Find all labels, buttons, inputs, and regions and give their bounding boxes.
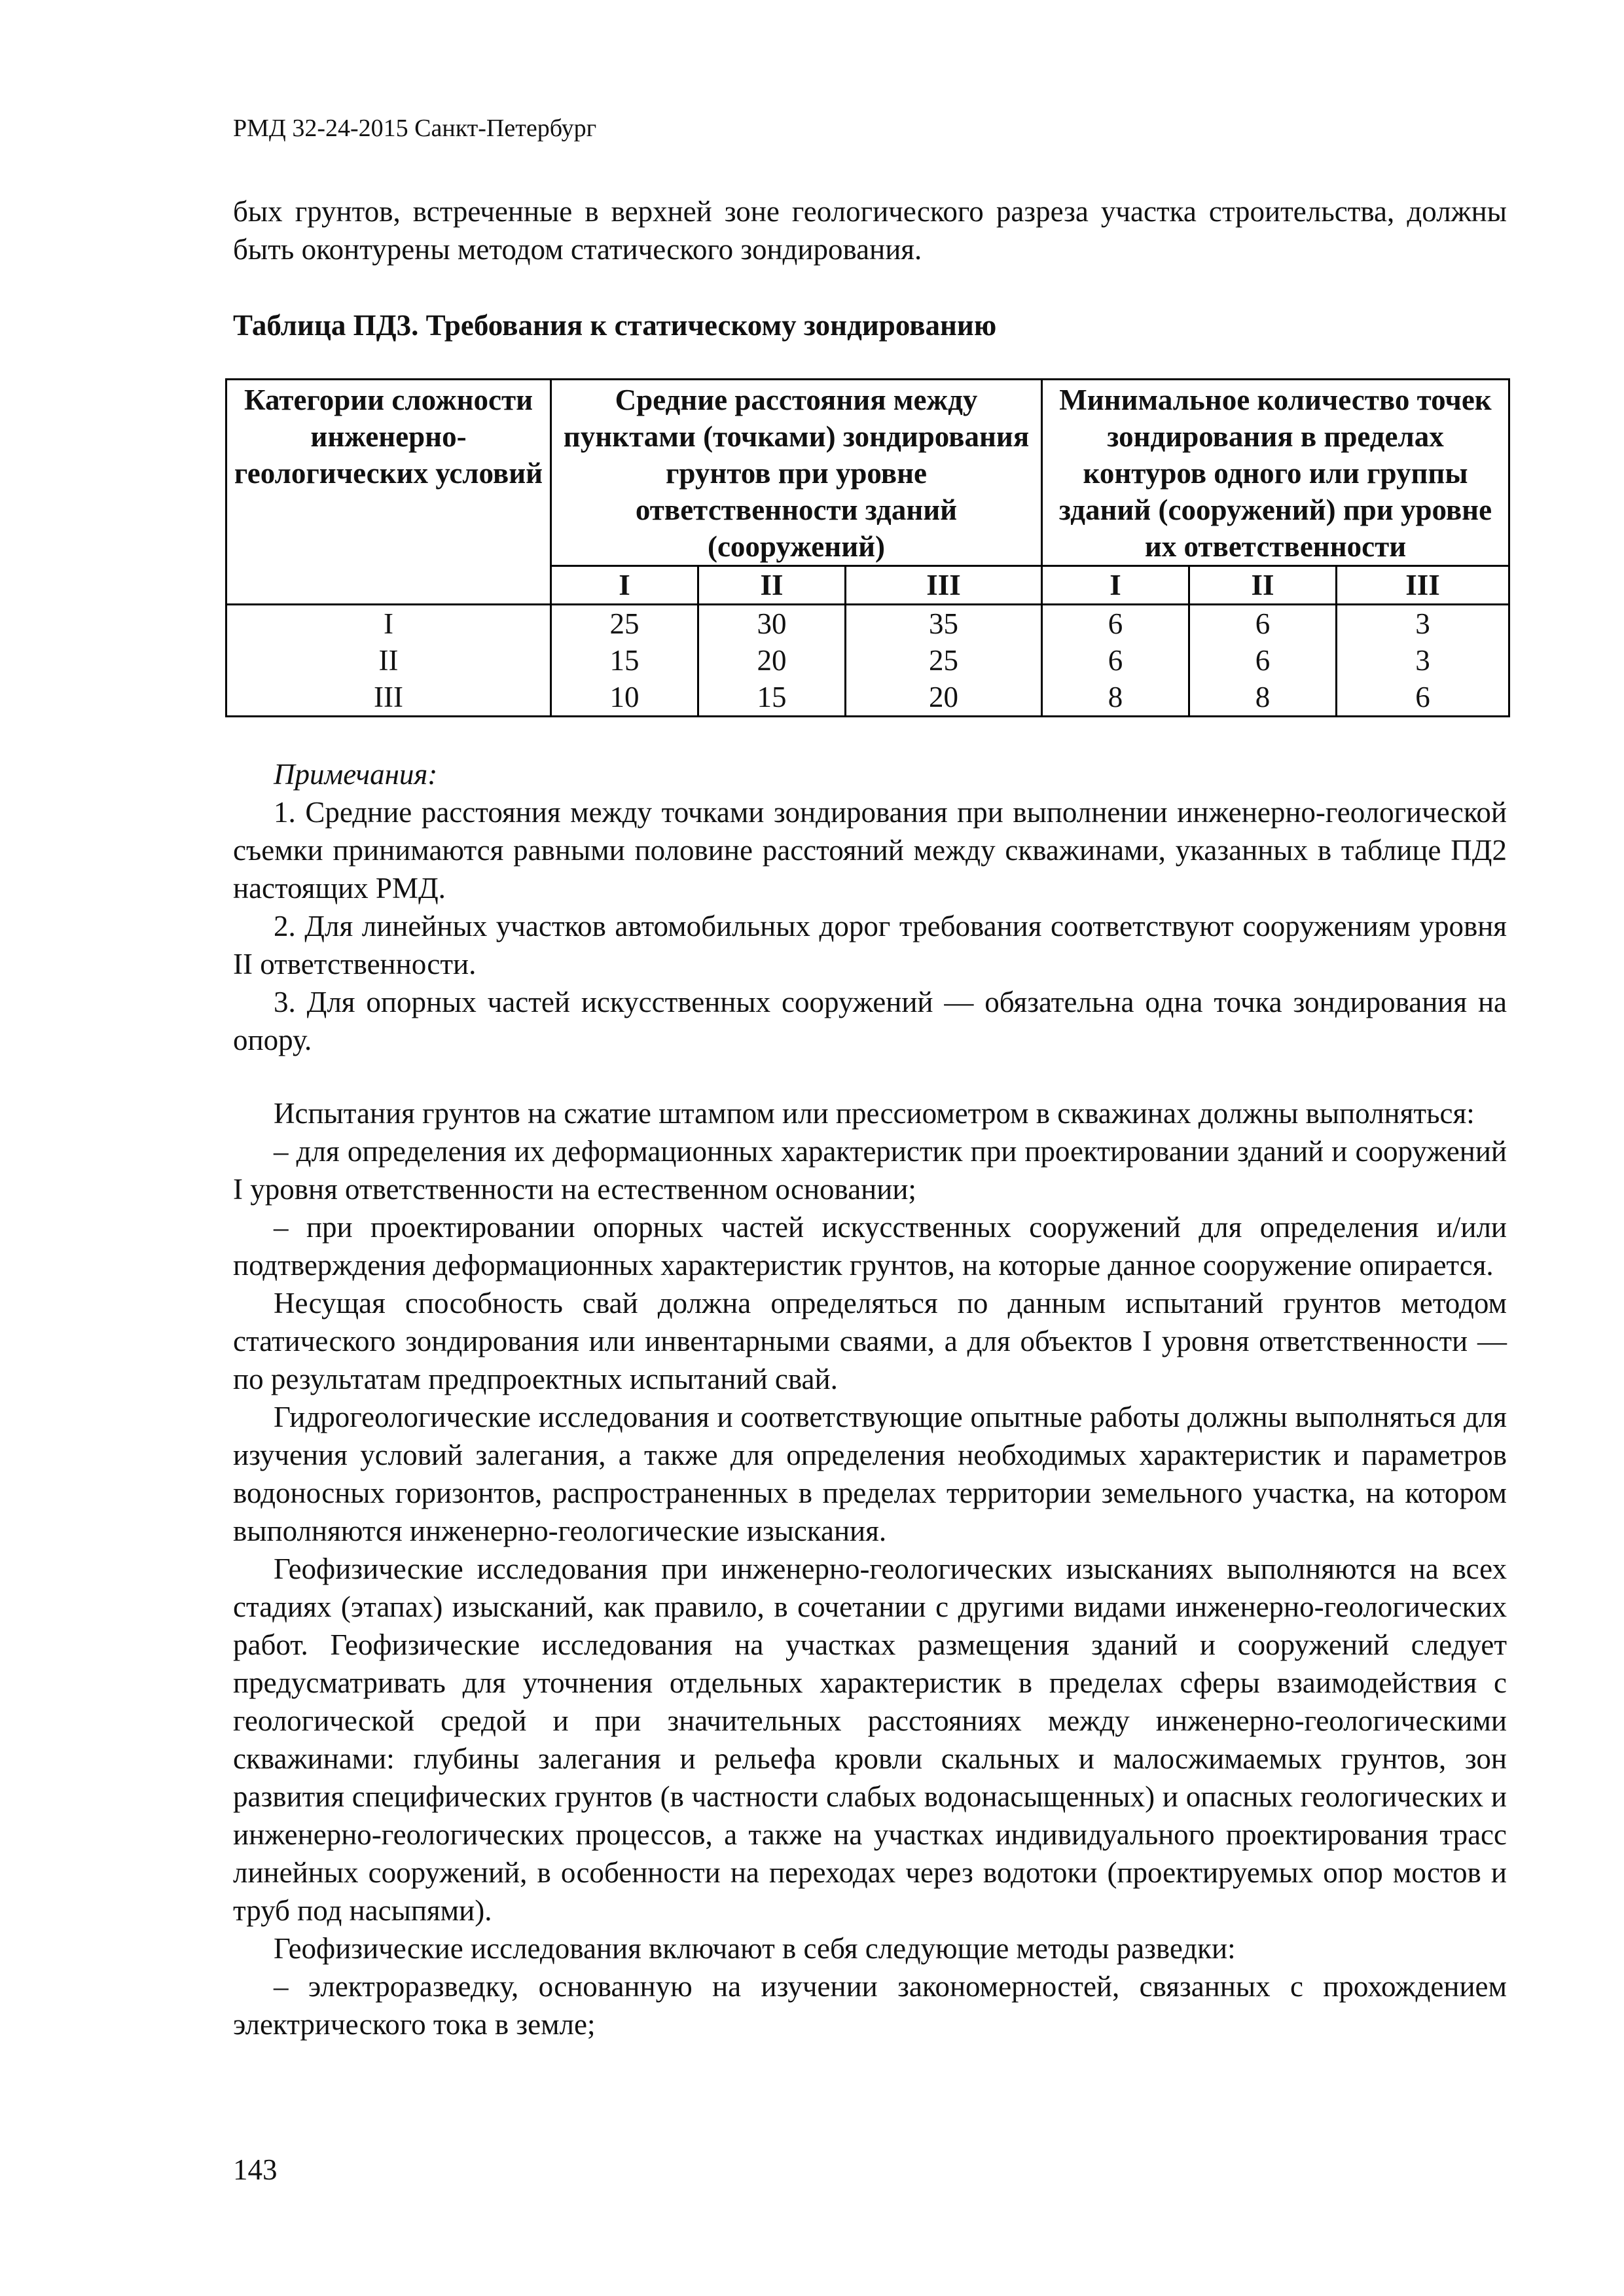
table-cell: 3 (1337, 605, 1509, 643)
table-cell: 35 (846, 605, 1042, 643)
page-number: 143 (233, 2153, 278, 2186)
table-header-level: I (1042, 566, 1189, 605)
paragraph: Несущая способность свай должна определяться по данным испытаний грунтов методом статического зондирования или инвентарными сваями, а для объектов I уровня ответственности — по результатам предпроектных испытаний свай. (233, 1287, 1507, 1395)
paragraph: Гидрогеологические исследования и соответствующие опытные работы должны выполняться для изучения условий залегания, а также для определения необходимых характеристик и параметров водоносных горизонтов, распространенных в пределах территории земельного участка, на котором выполняются инженерно-геологические изыскания. (233, 1401, 1507, 1547)
table-header-level: III (846, 566, 1042, 605)
note-item: 3. Для опорных частей искусственных сооружений — обязательна одна точка зондирования на опору. (233, 986, 1507, 1056)
table-cell: 8 (1042, 679, 1189, 717)
table-row (226, 605, 1509, 643)
table-cell: 8 (1189, 679, 1337, 717)
table-header-level: II (698, 566, 846, 605)
list-item: – при проектировании опорных частей искусственных сооружений для определения и/или подтверждения деформационных характеристик грунтов, на которые данное сооружение опирается. (233, 1211, 1507, 1282)
table-cell-category: II (226, 642, 551, 679)
table-header-distances: Средние расстояния между пунктами (точками) зондирования грунтов при уровне ответственности зданий (сооружений) (551, 380, 1042, 566)
table-header-level: III (1337, 566, 1509, 605)
paragraph: Геофизические исследования включают в себя следующие методы разведки: (274, 1932, 1236, 1965)
table-cell: 30 (698, 605, 846, 643)
table-cell: 6 (1042, 642, 1189, 679)
table-cell: 3 (1337, 642, 1509, 679)
running-header: РМД 32-24-2015 Санкт-Петербург (233, 115, 597, 142)
table-cell: 20 (698, 642, 846, 679)
table-cell: 10 (551, 679, 698, 717)
main-text-block (233, 1094, 1507, 2043)
table-header-level: I (551, 566, 698, 605)
table-cell: 6 (1337, 679, 1509, 717)
table-cell: 25 (846, 642, 1042, 679)
table-header-category: Категории сложности инженерно-геологических условий (226, 380, 551, 605)
intro-paragraph-block (233, 192, 1507, 268)
note-item: 1. Средние расстояния между точками зондирования при выполнении инженерно-геологической съемки принимаются равными половине расстояний между скважинами, указанных в таблице ПД2 настоящих РМД. (233, 796, 1507, 905)
list-item: – для определения их деформационных характеристик при проектировании зданий и сооружений I уровня ответственности на естественном основании; (233, 1135, 1507, 1206)
table-cell: 6 (1189, 605, 1337, 643)
table-row (226, 642, 1509, 679)
table-cell: 6 (1189, 642, 1337, 679)
table-cell: 20 (846, 679, 1042, 717)
table-cell: 25 (551, 605, 698, 643)
table-header-level: II (1189, 566, 1337, 605)
table-cell-category: III (226, 679, 551, 717)
table-cell: 15 (698, 679, 846, 717)
table-cell: 6 (1042, 605, 1189, 643)
table-caption: Таблица ПД3. Требования к статическому зондированию (233, 309, 997, 342)
table-row (226, 679, 1509, 717)
list-item: – электроразведку, основанную на изучении закономерностей, связанных с прохождением электрического тока в земле; (233, 1970, 1507, 2041)
notes-block (233, 755, 1507, 1059)
table-cell-category: I (226, 605, 551, 643)
paragraph: Геофизические исследования при инженерно-геологических изысканиях выполняются на всех стадиях (этапах) изысканий, как правило, в сочетании с другими видами инженерно-геологических работ. Геофизические исследования на участках размещения зданий и сооружений следует предусматривать для уточнения отдельных характеристик в пределах сферы взаимодействия с геологической средой и при значительных расстояниях между инженерно-геологическими скважинами: глубины залегания и рельефа кровли скальных и малосжимаемых грунтов, зон развития специфических грунтов (в частности слабых водонасыщенных) и опасных геологических и инженерно-геологических процессов, а также на участках индивидуального проектирования трасс линейных сооружений, в особенности на переходах через водотоки (проектируемых опор мостов и труб под насыпями). (233, 1552, 1507, 1927)
table-header-min-points: Минимальное количество точек зондирования в пределах контуров одного или группы зданий (сооружений) при уровне их ответственности (1042, 380, 1509, 566)
table-cell: 15 (551, 642, 698, 679)
intro-paragraph: бых грунтов, встреченные в верхней зоне геологического разреза участка строительства, должны быть оконтурены методом статического зондирования. (233, 195, 1507, 266)
notes-title: Примечания: (274, 758, 438, 791)
paragraph: Испытания грунтов на сжатие штампом или прессиометром в скважинах должны выполняться: (274, 1097, 1475, 1130)
note-item: 2. Для линейных участков автомобильных дорог требования соответствуют сооружениям уровня II ответственности. (233, 910, 1507, 980)
sounding-requirements-table (225, 378, 1510, 717)
